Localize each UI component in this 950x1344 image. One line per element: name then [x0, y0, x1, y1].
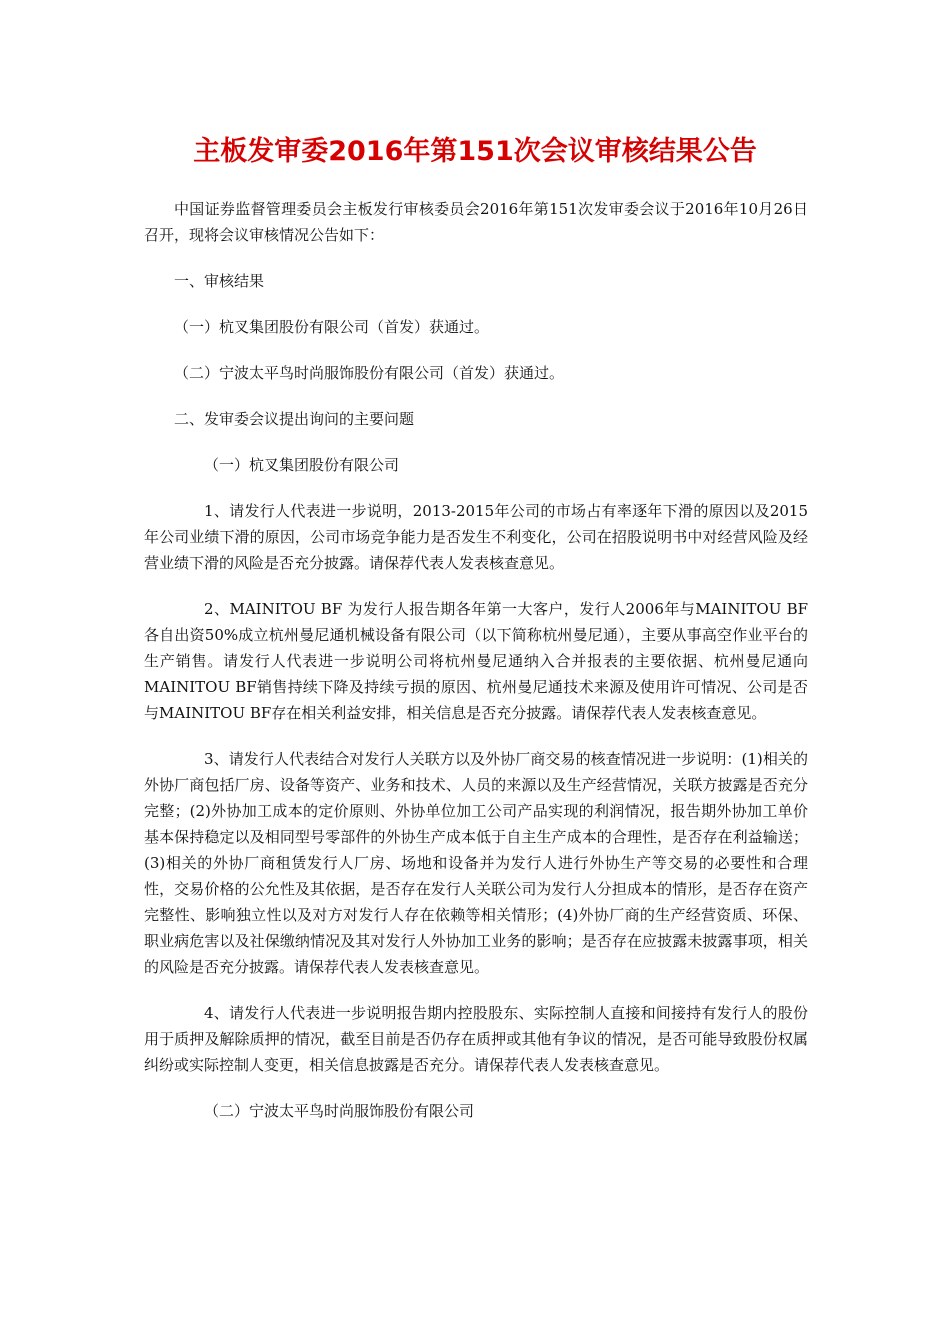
company-2-heading: （二）宁波太平鸟时尚服饰股份有限公司	[204, 1102, 475, 1120]
page-title: 主板发审委2016年第151次会议审核结果公告	[193, 136, 757, 167]
company-1-heading: （一）杭叉集团股份有限公司	[204, 456, 400, 474]
section-2-heading: 二、发审委会议提出询问的主要问题	[174, 410, 415, 428]
question-2: 2、MAINITOU BF 为发行人报告期各年第一大客户，发行人2006年与MAINITOU BF各自出资50%成立杭州曼尼通机械设备有限公司（以下简称杭州曼尼通），主要从事高空作业平台的生产销售。请发行人代表进一步说明公司将杭州曼尼通纳入合并报表的主要依据、杭州曼尼通向MAINITOU BF销售持续下降及持续亏损的原因、杭州曼尼通技术来源及使用许可情况、公司是否与MAINITOU BF存在相关利益安排，相关信息是否充分披露。请保荐代表人发表核查意见。	[144, 600, 808, 722]
section-1-heading: 一、审核结果	[174, 272, 265, 290]
intro-paragraph: 中国证券监督管理委员会主板发行审核委员会2016年第151次发审委会议于2016年10月26日召开，现将会议审核情况公告如下：	[144, 200, 808, 244]
document-body	[144, 196, 808, 1124]
question-4: 4、请发行人代表进一步说明报告期内控股股东、实际控制人直接和间接持有发行人的股份用于质押及解除质押的情况，截至目前是否仍存在质押或其他有争议的情况，是否可能导致股份权属纠纷或实际控制人变更，相关信息披露是否充分。请保荐代表人发表核查意见。	[144, 1004, 808, 1074]
question-1: 1、请发行人代表进一步说明，2013-2015年公司的市场占有率逐年下滑的原因以及2015年公司业绩下滑的原因，公司市场竞争能力是否发生不利变化，公司在招股说明书中对经营风险及经营业绩下滑的风险是否充分披露。请保荐代表人发表核查意见。	[144, 502, 808, 572]
question-3: 3、请发行人代表结合对发行人关联方以及外协厂商交易的核查情况进一步说明：(1)相关的外协厂商包括厂房、设备等资产、业务和技术、人员的来源以及生产经营情况，关联方披露是否充分完整；(2)外协加工成本的定价原则、外协单位加工公司产品实现的利润情况，报告期外协加工单价基本保持稳定以及相同型号零部件的外协生产成本低于自主生产成本的合理性，是否存在利益输送；(3)相关的外协厂商租赁发行人厂房、场地和设备并为发行人进行外协生产等交易的必要性和合理性，交易价格的公允性及其依据，是否存在发行人关联公司为发行人分担成本的情形，是否存在资产完整性、影响独立性以及对方对发行人存在依赖等相关情形；(4)外协厂商的生产经营资质、环保、职业病危害以及社保缴纳情况及其对发行人外协加工业务的影响；是否存在应披露未披露事项，相关的风险是否充分披露。请保荐代表人发表核查意见。	[144, 750, 808, 976]
result-item-1: （一）杭叉集团股份有限公司（首发）获通过。	[174, 318, 490, 336]
result-item-2: （二）宁波太平鸟时尚服饰股份有限公司（首发）获通过。	[174, 364, 565, 382]
